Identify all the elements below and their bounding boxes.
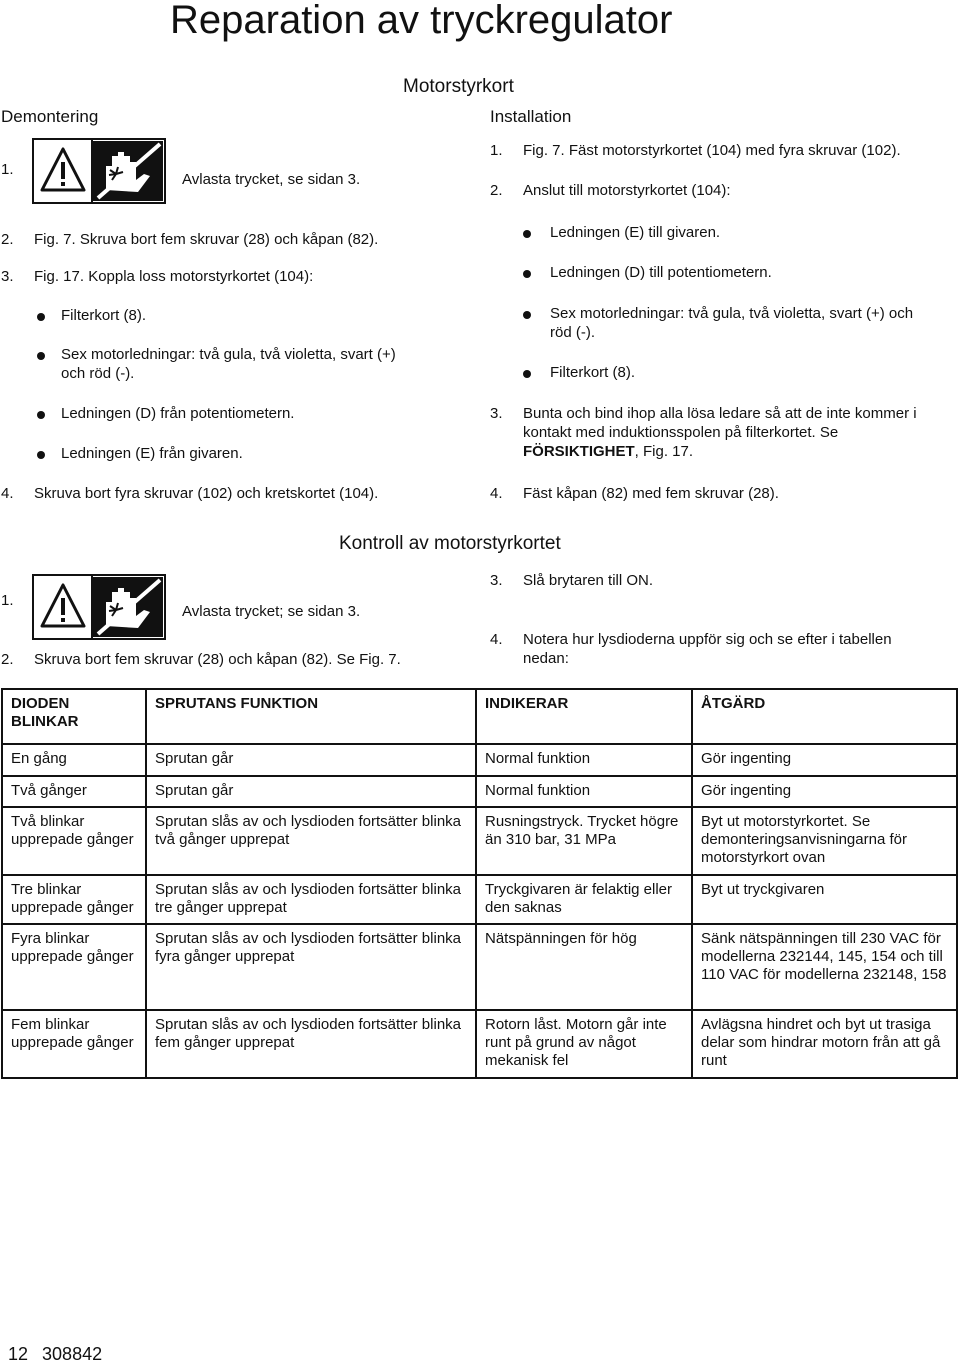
table-cell: Byt ut motorstyrkortet. Se demonteringsanvisningarna för motorstyrkort ovan [692,807,957,875]
demontering-bullet-1: Filterkort (8). [61,307,147,324]
bullet-icon [523,370,531,378]
table-row [2,776,957,807]
demontering-step2-number: 2. [1,231,14,248]
page-title: Reparation av tryckregulator [170,0,673,42]
caution-reference: FÖRSIKTIGHET [523,443,635,460]
installation-step3-number: 3. [490,405,503,422]
section-heading-motorstyrkort: Motorstyrkort [403,76,514,97]
table-row [2,924,957,1010]
table-cell: Sprutan slås av och lysdioden fortsätter blinka fyra gånger upprepat [146,924,476,1010]
kontroll-step4-number: 4. [490,631,503,648]
bullet-icon [523,311,531,319]
table-cell: Normal funktion [476,776,692,807]
demontering-step2-text: Fig. 7. Skruva bort fem skruvar (28) och kåpan (82). [34,231,379,248]
table-cell: Sprutan slås av och lysdioden fortsätter blinka fem gånger upprepat [146,1010,476,1078]
bullet-icon [523,230,531,238]
column-header-indikerar: INDIKERAR [476,689,692,744]
bullet-icon [37,451,45,459]
installation-bullet-2: Ledningen (D) till potentiometern. [550,264,772,281]
kontroll-step2-number: 2. [1,651,14,668]
demontering-step4-text: Skruva bort fyra skruvar (102) och kretskortet (104). [34,485,379,502]
kontroll-step4-text: Notera hur lysdioderna uppför sig och se efter i tabellen nedan: [523,631,892,667]
table-row [2,744,957,776]
demontering-step1-text: Avlasta trycket, se sidan 3. [182,171,361,188]
demontering-bullet-2: Sex motorledningar: två gula, två violetta, svart (+) och röd (-). [61,346,396,382]
installation-heading: Installation [490,107,572,126]
table-cell: Normal funktion [476,744,692,776]
table-cell: Sprutan slås av och lysdioden fortsätter blinka tre gånger upprepat [146,875,476,924]
installation-bullet-4: Filterkort (8). [550,364,636,381]
kontroll-step1-number: 1. [1,592,14,609]
table-row [2,875,957,924]
table-cell: Gör ingenting [692,744,957,776]
table-cell: En gång [2,744,146,776]
table-cell: Byt ut tryckgivaren [692,875,957,924]
table-cell: Sprutan går [146,776,476,807]
installation-step4-number: 4. [490,485,503,502]
warning-symbol-box [32,574,166,640]
document-number: 308842 [42,1344,103,1364]
table-cell: Gör ingenting [692,776,957,807]
demontering-bullet-3: Ledningen (D) från potentiometern. [61,405,295,422]
table-cell: Nätspänningen för hög [476,924,692,1010]
column-header-atgard: ÅTGÄRD [692,689,957,744]
installation-step4-text: Fäst kåpan (82) med fem skruvar (28). [523,485,779,502]
column-header-dioden-blinkar: DIODEN BLINKAR [2,689,146,744]
demontering-step3-text: Fig. 17. Koppla loss motorstyrkortet (104): [34,268,314,285]
warning-triangle-icon [42,585,84,626]
installation-bullet-3: Sex motorledningar: två gula, två violetta, svart (+) och röd (-). [550,305,914,341]
demontering-step4-number: 4. [1,485,14,502]
demontering-bullet-4: Ledningen (E) från givaren. [61,445,243,462]
led-diagnostic-table [1,688,958,1079]
page-footer [8,1344,102,1365]
table-header-row [2,689,957,744]
installation-bullet-1: Ledningen (E) till givaren. [550,224,721,241]
table-cell: Rusningstryck. Trycket högre än 310 bar, 31 MPa [476,807,692,875]
hand-injection-hazard-icon [93,577,163,637]
table-cell: Rotorn låst. Motorn går inte runt på grund av något mekanisk fel [476,1010,692,1078]
table-cell: Sprutan går [146,744,476,776]
hand-injection-hazard-icon [93,141,163,201]
bullet-icon [37,352,45,360]
table-cell: Sänk nätspänningen till 230 VAC för modellerna 232144, 145, 154 och till 110 VAC för modellerna 232148, 158 [692,924,957,1010]
bullet-icon [523,270,531,278]
table-cell: Fyra blinkar upprepade gånger [2,924,146,1010]
demontering-step1-number: 1. [1,161,14,178]
installation-step1-number: 1. [490,142,503,159]
demontering-step3-number: 3. [1,268,14,285]
installation-step2-text: Anslut till motorstyrkortet (104): [523,182,731,199]
installation-step1-text: Fig. 7. Fäst motorstyrkortet (104) med fyra skruvar (102). [523,142,901,159]
installation-step3-text: Bunta och bind ihop alla lösa ledare så att de inte kommer i kontakt med induktionsspolen på filterkortet. Se FÖRSIKTIGHET, Fig. 17. [523,405,917,460]
table-cell: Sprutan slås av och lysdioden fortsätter blinka två gånger upprepat [146,807,476,875]
bullet-icon [37,411,45,419]
table-row [2,807,957,875]
warning-symbol-box [32,138,166,204]
table-cell: Fem blinkar upprepade gånger [2,1010,146,1078]
table-cell: Två blinkar upprepade gånger [2,807,146,875]
kontroll-step3-text: Slå brytaren till ON. [523,572,654,589]
kontroll-step2-text: Skruva bort fem skruvar (28) och kåpan (82). Se Fig. 7. [34,651,401,668]
table-cell: Avlägsna hindret och byt ut trasiga delar som hindrar motorn från att gå runt [692,1010,957,1078]
column-header-sprutans-funktion: SPRUTANS FUNKTION [146,689,476,744]
installation-step2-number: 2. [490,182,503,199]
section-heading-kontroll: Kontroll av motorstyrkortet [339,533,561,554]
table-cell: Tryckgivaren är felaktig eller den saknas [476,875,692,924]
demontering-heading: Demontering [1,107,99,126]
kontroll-step3-number: 3. [490,572,503,589]
table-row [2,1010,957,1078]
bullet-icon [37,313,45,321]
table-cell: Två gånger [2,776,146,807]
table-cell: Tre blinkar upprepade gånger [2,875,146,924]
warning-triangle-icon [42,149,84,190]
kontroll-step1-text: Avlasta trycket; se sidan 3. [182,603,361,620]
page-number: 12 [8,1344,29,1364]
